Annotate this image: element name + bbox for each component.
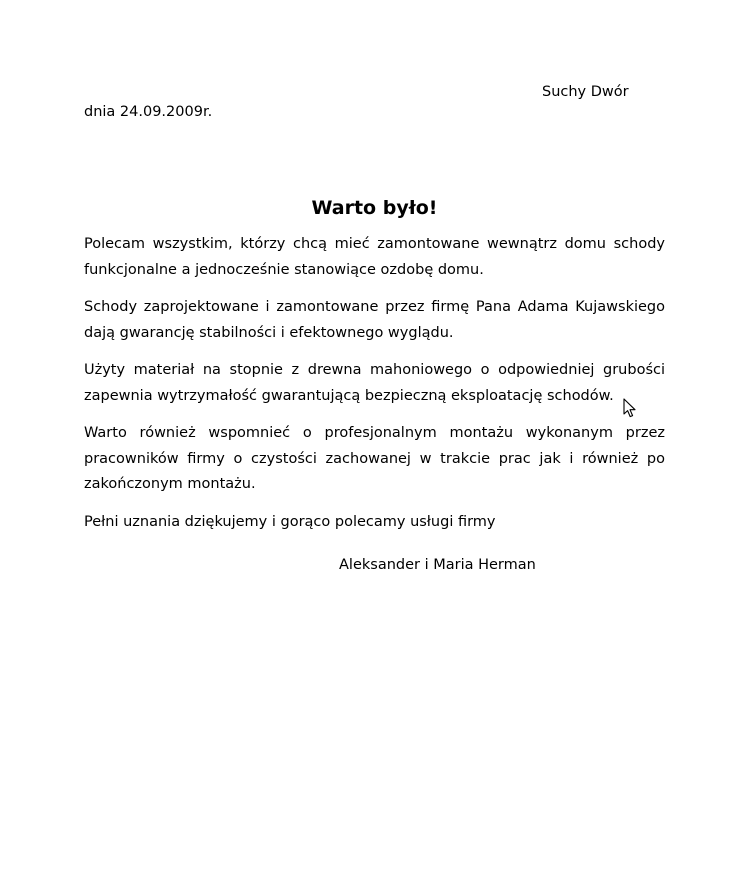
letter-paragraph-1: Polecam wszystkim, którzy chcą mieć zamontowane wewnątrz domu schody funkcjonalne a jednocześnie stanowiące ozdobę domu. [84, 236, 665, 278]
letter-place: Suchy Dwór [542, 84, 629, 100]
letter-paragraph-3: Użyty materiał na stopnie z drewna mahoniowego o odpowiedniej grubości zapewnia wytrzymałość gwarantującą bezpieczną eksploatację schodów. [84, 362, 665, 404]
letter-body [84, 232, 665, 547]
letter-paragraph-4: Warto również wspomnieć o profesjonalnym montażu wykonanym przez pracowników firmy o czystości zachowanej w trakcie prac jak i również po zakończonym montażu. [84, 425, 665, 492]
mouse-pointer-icon [623, 398, 637, 418]
letter-date: dnia 24.09.2009r. [84, 104, 213, 120]
letter-title: Warto było! [311, 197, 438, 219]
letter-paragraph-2: Schody zaprojektowane i zamontowane przez firmę Pana Adama Kujawskiego dają gwarancję stabilności i efektownego wyglądu. [84, 299, 665, 341]
letter-paragraph-5: Pełni uznania dziękujemy i gorąco polecamy usługi firmy [84, 513, 496, 530]
letter-signature: Aleksander i Maria Herman [339, 557, 536, 573]
